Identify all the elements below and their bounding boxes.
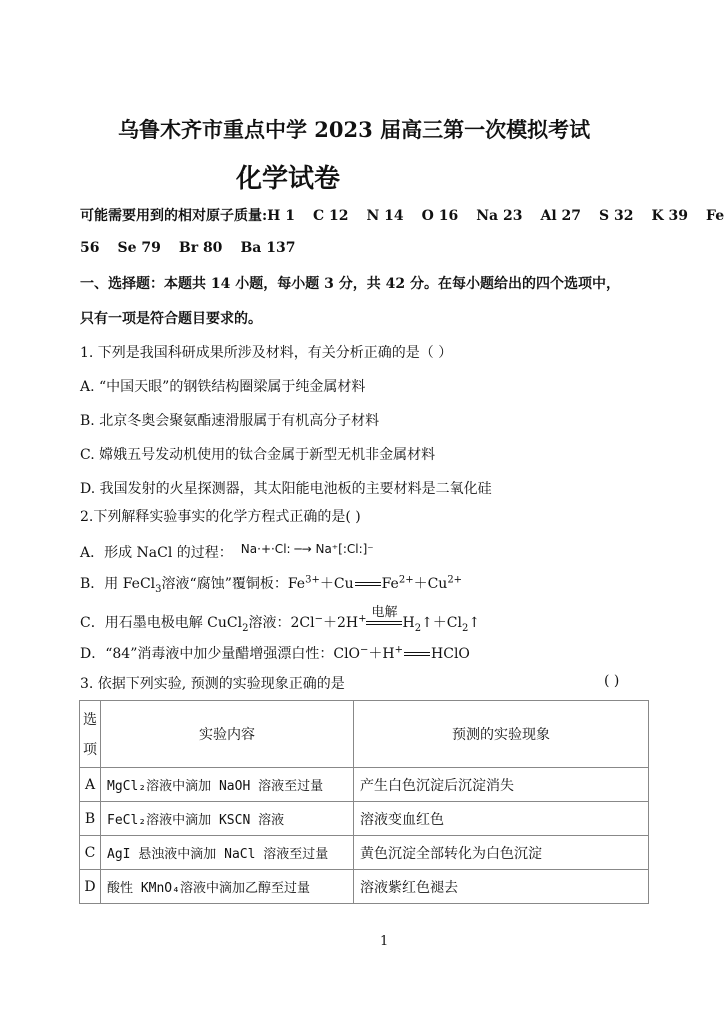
subscript: 2: [462, 622, 469, 634]
row-content: FeCl₂溶液中滴加 KSCN 溶液: [101, 802, 354, 836]
atomic-mass: Al 27: [540, 208, 582, 224]
option-c-text: H: [402, 615, 415, 631]
row-phenomenon: 产生白色沉淀后沉淀消失: [354, 768, 649, 802]
atomic-mass: O 16: [421, 208, 459, 224]
question-3-stem: 3. 依据下列实验, 预测的实验现象正确的是: [80, 676, 345, 692]
atomic-mass: N 14: [366, 208, 404, 224]
exam-title: 乌鲁木齐市重点中学 2023 届高三第一次模拟考试: [118, 117, 591, 142]
superscript: +: [358, 613, 367, 625]
option-b-text: B．用 FeCl: [80, 576, 156, 592]
superscript: 3+: [305, 574, 320, 586]
header-option-line2: 项: [83, 742, 97, 758]
row-content: 酸性 KMnO₄溶液中滴加乙醇至过量: [101, 870, 354, 904]
table-row: [80, 768, 649, 802]
row-option: B: [80, 802, 101, 836]
option-b-text: 溶液“腐蚀”覆铜板：Fe: [161, 576, 306, 592]
section-instructions-line1: 一、选择题：本题共 14 小题，每小题 3 分，共 42 分。在每小题给出的四个选项中，: [80, 276, 620, 292]
superscript: −: [314, 613, 323, 625]
exam-subtitle: 化学试卷: [236, 164, 341, 194]
question-2-option-a: [80, 542, 374, 562]
subscript: 3: [155, 583, 162, 595]
row-option: C: [80, 836, 101, 870]
reaction-condition: 电解: [371, 605, 398, 620]
superscript: 2+: [398, 574, 414, 586]
table-row: [80, 870, 649, 904]
question-1-option-c: C. 嫦娥五号发动机使用的钛合金属于新型无机非金属材料: [80, 447, 436, 463]
equals-sign: [366, 621, 402, 625]
row-phenomenon: 溶液变血红色: [354, 802, 649, 836]
option-c-text: 溶液：2Cl: [248, 615, 315, 631]
atomic-mass: C 12: [313, 208, 349, 224]
lewis-structure-formula: Na·+·Cl: ─→ Na⁺[:Cl:]⁻: [240, 542, 374, 556]
header-content: 实验内容: [101, 701, 354, 768]
option-d-text: HClO: [431, 646, 470, 662]
electrolysis-arrow: [366, 605, 402, 631]
question-2-stem: 2.下列解释实验事实的化学方程式正确的是( ): [80, 509, 361, 525]
answer-blank: ( ): [604, 673, 620, 689]
question-1-option-a: A. “中国天眼”的钢铁结构圈梁属于纯金属材料: [80, 379, 366, 395]
row-option: D: [80, 870, 101, 904]
header-option: [80, 701, 101, 768]
subscript: 2: [242, 622, 249, 634]
option-b-text: ＋Cu: [319, 576, 354, 592]
question-2-option-c: [80, 605, 481, 634]
atomic-masses-label: 可能需要用到的相对原子质量:: [80, 208, 268, 224]
row-phenomenon: 溶液紫红色褪去: [354, 870, 649, 904]
subscript: 2: [414, 622, 422, 634]
table-row: [80, 802, 649, 836]
option-b-text: ＋Cu: [413, 576, 448, 592]
atomic-mass: Se 79: [117, 240, 161, 256]
question-2-option-b: [80, 573, 462, 595]
question-1-option-d: D. 我国发射的火星探测器，其太阳能电池板的主要材料是二氧化硅: [80, 481, 492, 497]
row-option: A: [80, 768, 101, 802]
atomic-masses-line1: [80, 205, 724, 225]
option-b-text: Fe: [381, 576, 399, 592]
experiment-table: [79, 700, 649, 904]
atomic-mass: 56: [80, 240, 100, 256]
atomic-masses-line2: [80, 240, 313, 256]
atomic-mass: K 39: [651, 208, 689, 224]
option-a-text: A．形成 NaCl 的过程：: [80, 545, 233, 561]
superscript: 2+: [447, 574, 463, 586]
atomic-mass: Na 23: [476, 208, 523, 224]
option-c-text: ↑: [468, 615, 481, 631]
table-row: [80, 836, 649, 870]
section-instructions-line2: 只有一项是符合题目要求的。: [80, 311, 262, 327]
equals-sign: [355, 582, 381, 586]
page-number: 1: [380, 934, 389, 949]
option-c-text: ＋2H: [322, 615, 359, 631]
question-2-option-d: [80, 643, 470, 663]
superscript: +: [394, 644, 404, 656]
option-d-text: ＋H: [368, 646, 395, 662]
row-content: AgI 悬浊液中滴加 NaCl 溶液至过量: [101, 836, 354, 870]
superscript: −: [360, 644, 369, 656]
header-option-line1: 选: [83, 712, 97, 728]
option-c-text: ↑＋Cl: [421, 615, 462, 631]
atomic-mass: Ba 137: [240, 240, 296, 256]
atomic-mass: H 1: [267, 208, 296, 224]
question-1-stem: 1. 下列是我国科研成果所涉及材料，有关分析正确的是（ ）: [80, 345, 453, 361]
row-content: MgCl₂溶液中滴加 NaOH 溶液至过量: [101, 768, 354, 802]
atomic-mass: Br 80: [178, 240, 223, 256]
option-d-text: D．“84”消毒液中加少量醋增强漂白性：ClO: [80, 646, 361, 662]
atomic-mass: S 32: [599, 208, 634, 224]
row-phenomenon: 黄色沉淀全部转化为白色沉淀: [354, 836, 649, 870]
question-1-option-b: B. 北京冬奥会聚氨酯速滑服属于有机高分子材料: [80, 413, 380, 429]
atomic-mass: Fe: [706, 208, 725, 224]
header-phenomenon: 预测的实验现象: [354, 701, 649, 768]
equals-sign: [404, 652, 430, 656]
table-header-row: [80, 701, 649, 768]
option-c-text: C．用石墨电极电解 CuCl: [80, 615, 243, 631]
